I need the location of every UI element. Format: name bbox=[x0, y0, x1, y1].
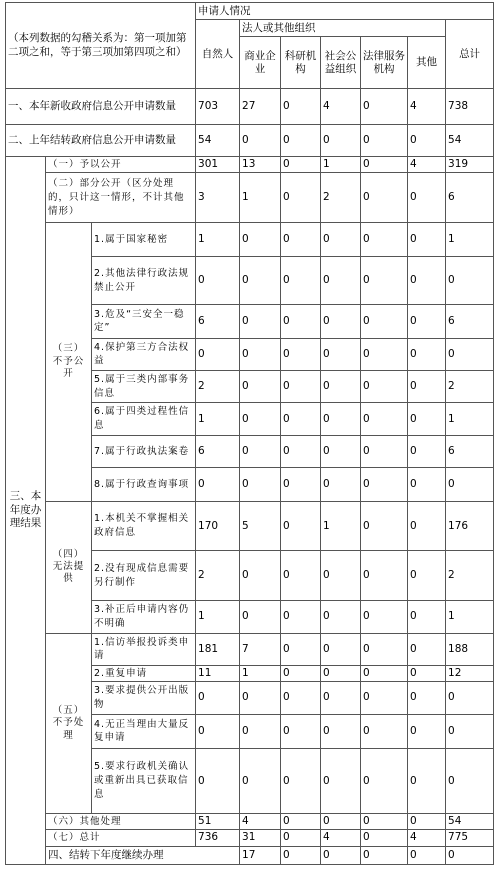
value-cell: 0 bbox=[408, 223, 446, 257]
value-cell: 0 bbox=[281, 435, 321, 467]
value-cell: 0 bbox=[446, 468, 494, 501]
value-cell: 0 bbox=[408, 846, 446, 865]
value-cell: 0 bbox=[361, 305, 408, 338]
value-cell: 738 bbox=[446, 89, 494, 124]
value-cell: 0 bbox=[361, 89, 408, 124]
value-cell: 0 bbox=[196, 257, 240, 305]
col-business: 商业企业 bbox=[240, 37, 281, 89]
value-cell: 0 bbox=[408, 124, 446, 156]
value-cell: 0 bbox=[361, 468, 408, 501]
value-cell: 0 bbox=[281, 749, 321, 814]
value-cell: 0 bbox=[361, 551, 408, 601]
value-cell: 0 bbox=[281, 830, 321, 846]
header-legal-org: 法人或其他组织 bbox=[240, 20, 446, 37]
value-cell: 0 bbox=[240, 338, 281, 370]
header-applicant: 申请人情况 bbox=[196, 3, 494, 20]
value-cell: 0 bbox=[361, 846, 408, 865]
value-cell: 0 bbox=[281, 633, 321, 665]
value-cell: 2 bbox=[321, 173, 361, 223]
value-cell: 0 bbox=[240, 223, 281, 257]
value-cell: 0 bbox=[361, 749, 408, 814]
row-label: 1.属于国家秘密 bbox=[92, 223, 196, 257]
value-cell: 6 bbox=[446, 173, 494, 223]
value-cell: 0 bbox=[361, 601, 408, 633]
value-cell: 703 bbox=[196, 89, 240, 124]
value-cell: 0 bbox=[281, 124, 321, 156]
value-cell: 0 bbox=[321, 468, 361, 501]
row-label: （一）予以公开 bbox=[46, 157, 196, 173]
value-cell: 0 bbox=[321, 846, 361, 865]
value-cell: 0 bbox=[240, 714, 281, 748]
row-label: （二）部分公开（区分处理的，只计这一情形，不计其他情形） bbox=[46, 173, 196, 223]
value-cell: 4 bbox=[408, 89, 446, 124]
value-cell: 6 bbox=[196, 305, 240, 338]
group-3-label: （三）不予公开 bbox=[46, 223, 92, 502]
value-cell: 0 bbox=[361, 501, 408, 551]
value-cell: 54 bbox=[446, 814, 494, 830]
value-cell: 51 bbox=[196, 814, 240, 830]
row-label: 4.保护第三方合法权益 bbox=[92, 338, 196, 370]
value-cell: 0 bbox=[321, 257, 361, 305]
value-cell: 7 bbox=[240, 633, 281, 665]
value-cell: 0 bbox=[281, 814, 321, 830]
value-cell: 0 bbox=[408, 435, 446, 467]
value-cell: 0 bbox=[408, 633, 446, 665]
value-cell: 1 bbox=[240, 666, 281, 682]
value-cell: 0 bbox=[408, 501, 446, 551]
value-cell: 0 bbox=[408, 601, 446, 633]
value-cell: 1 bbox=[321, 501, 361, 551]
value-cell: 0 bbox=[281, 223, 321, 257]
value-cell: 0 bbox=[281, 89, 321, 124]
value-cell: 319 bbox=[446, 157, 494, 173]
header-note: （本列数据的勾稽关系为：第一项加第二项之和，等于第三项加第四项之和） bbox=[6, 3, 196, 89]
value-cell: 1 bbox=[446, 601, 494, 633]
value-cell: 1 bbox=[196, 403, 240, 435]
col-research: 科研机构 bbox=[281, 37, 321, 89]
value-cell: 0 bbox=[240, 257, 281, 305]
value-cell: 0 bbox=[361, 124, 408, 156]
row-label: 6.属于四类过程性信息 bbox=[92, 403, 196, 435]
value-cell: 0 bbox=[408, 666, 446, 682]
group-4-label: （四）无法提供 bbox=[46, 501, 92, 633]
value-cell: 0 bbox=[281, 551, 321, 601]
value-cell: 0 bbox=[361, 257, 408, 305]
value-cell: 1 bbox=[196, 601, 240, 633]
value-cell: 0 bbox=[321, 666, 361, 682]
row-label: 4.无正当理由大量反复申请 bbox=[92, 714, 196, 748]
value-cell: 0 bbox=[281, 257, 321, 305]
value-cell: 1 bbox=[446, 403, 494, 435]
value-cell: 0 bbox=[321, 551, 361, 601]
row-label: （七）总计 bbox=[46, 830, 196, 846]
value-cell: 2 bbox=[446, 551, 494, 601]
row-label: 5.属于三类内部事务信息 bbox=[92, 371, 196, 403]
value-cell: 12 bbox=[446, 666, 494, 682]
value-cell: 0 bbox=[408, 468, 446, 501]
value-cell: 1 bbox=[321, 157, 361, 173]
row-label: 1.信访举报投诉类申请 bbox=[92, 633, 196, 665]
value-cell: 0 bbox=[408, 338, 446, 370]
value-cell: 0 bbox=[408, 173, 446, 223]
value-cell: 0 bbox=[361, 338, 408, 370]
row-label: 7.属于行政执法案卷 bbox=[92, 435, 196, 467]
value-cell: 0 bbox=[281, 468, 321, 501]
value-cell: 4 bbox=[321, 89, 361, 124]
value-cell: 2 bbox=[196, 551, 240, 601]
value-cell: 0 bbox=[408, 714, 446, 748]
value-cell: 0 bbox=[196, 714, 240, 748]
value-cell: 0 bbox=[321, 633, 361, 665]
value-cell: 0 bbox=[321, 305, 361, 338]
value-cell: 181 bbox=[196, 633, 240, 665]
value-cell: 0 bbox=[408, 403, 446, 435]
value-cell: 0 bbox=[240, 371, 281, 403]
value-cell: 0 bbox=[321, 124, 361, 156]
value-cell: 0 bbox=[446, 682, 494, 714]
value-cell: 0 bbox=[321, 714, 361, 748]
value-cell: 176 bbox=[446, 501, 494, 551]
value-cell: 0 bbox=[281, 371, 321, 403]
value-cell: 0 bbox=[361, 371, 408, 403]
value-cell: 11 bbox=[196, 666, 240, 682]
value-cell: 0 bbox=[281, 173, 321, 223]
value-cell: 0 bbox=[196, 682, 240, 714]
value-cell: 0 bbox=[408, 257, 446, 305]
value-cell: 0 bbox=[408, 682, 446, 714]
disclosure-table bbox=[5, 2, 494, 865]
value-cell: 775 bbox=[446, 830, 494, 846]
col-total: 总计 bbox=[446, 20, 494, 89]
value-cell: 0 bbox=[240, 551, 281, 601]
value-cell: 0 bbox=[446, 846, 494, 865]
value-cell: 5 bbox=[240, 501, 281, 551]
section-3-label: 三、本年度办理结果 bbox=[6, 157, 46, 865]
value-cell: 31 bbox=[240, 830, 281, 846]
value-cell: 6 bbox=[446, 305, 494, 338]
value-cell: 1 bbox=[240, 173, 281, 223]
value-cell: 0 bbox=[361, 157, 408, 173]
value-cell: 1 bbox=[446, 223, 494, 257]
row-label: 3.补正后申请内容仍不明确 bbox=[92, 601, 196, 633]
col-other: 其他 bbox=[408, 37, 446, 89]
value-cell: 6 bbox=[446, 435, 494, 467]
value-cell: 54 bbox=[446, 124, 494, 156]
value-cell: 0 bbox=[196, 338, 240, 370]
value-cell: 0 bbox=[361, 403, 408, 435]
value-cell: 0 bbox=[361, 830, 408, 846]
value-cell: 0 bbox=[321, 338, 361, 370]
value-cell: 4 bbox=[321, 830, 361, 846]
value-cell: 0 bbox=[408, 305, 446, 338]
value-cell: 0 bbox=[281, 666, 321, 682]
value-cell: 0 bbox=[240, 403, 281, 435]
value-cell: 0 bbox=[361, 666, 408, 682]
value-cell: 0 bbox=[321, 682, 361, 714]
value-cell: 0 bbox=[281, 403, 321, 435]
value-cell: 0 bbox=[408, 749, 446, 814]
row-label: 3.要求提供公开出版物 bbox=[92, 682, 196, 714]
value-cell: 0 bbox=[321, 223, 361, 257]
value-cell: 0 bbox=[321, 403, 361, 435]
value-cell: 0 bbox=[196, 749, 240, 814]
row-label: 2.重复申请 bbox=[92, 666, 196, 682]
value-cell: 4 bbox=[408, 157, 446, 173]
value-cell: 0 bbox=[321, 814, 361, 830]
row-label: 2.其他法律行政法规禁止公开 bbox=[92, 257, 196, 305]
value-cell: 0 bbox=[281, 714, 321, 748]
value-cell: 0 bbox=[240, 601, 281, 633]
col-natural-person: 自然人 bbox=[196, 20, 240, 89]
row-label: 2.没有现成信息需要另行制作 bbox=[92, 551, 196, 601]
value-cell: 736 bbox=[196, 830, 240, 846]
row-label: 二、上年结转政府信息公开申请数量 bbox=[6, 124, 196, 156]
value-cell: 13 bbox=[240, 157, 281, 173]
value-cell: 0 bbox=[240, 435, 281, 467]
value-cell: 0 bbox=[240, 749, 281, 814]
value-cell: 0 bbox=[446, 749, 494, 814]
value-cell: 1 bbox=[196, 223, 240, 257]
row-label: 四、结转下年度继续办理 bbox=[46, 846, 240, 865]
value-cell: 0 bbox=[321, 601, 361, 633]
value-cell: 0 bbox=[321, 435, 361, 467]
value-cell: 0 bbox=[281, 501, 321, 551]
value-cell: 2 bbox=[446, 371, 494, 403]
value-cell: 0 bbox=[321, 749, 361, 814]
value-cell: 0 bbox=[240, 682, 281, 714]
row-label: （六）其他处理 bbox=[46, 814, 196, 830]
value-cell: 0 bbox=[446, 257, 494, 305]
value-cell: 0 bbox=[361, 223, 408, 257]
row-label: 一、本年新收政府信息公开申请数量 bbox=[6, 89, 196, 124]
value-cell: 0 bbox=[361, 633, 408, 665]
value-cell: 0 bbox=[446, 714, 494, 748]
value-cell: 0 bbox=[281, 846, 321, 865]
value-cell: 0 bbox=[240, 124, 281, 156]
value-cell: 6 bbox=[196, 435, 240, 467]
value-cell: 0 bbox=[408, 371, 446, 403]
value-cell: 2 bbox=[196, 371, 240, 403]
value-cell: 0 bbox=[408, 551, 446, 601]
value-cell: 17 bbox=[240, 846, 281, 865]
value-cell: 0 bbox=[281, 682, 321, 714]
value-cell: 0 bbox=[361, 173, 408, 223]
value-cell: 0 bbox=[281, 157, 321, 173]
value-cell: 4 bbox=[240, 814, 281, 830]
value-cell: 301 bbox=[196, 157, 240, 173]
value-cell: 188 bbox=[446, 633, 494, 665]
value-cell: 3 bbox=[196, 173, 240, 223]
value-cell: 0 bbox=[281, 601, 321, 633]
row-label: 8.属于行政查询事项 bbox=[92, 468, 196, 501]
value-cell: 0 bbox=[408, 814, 446, 830]
value-cell: 0 bbox=[281, 305, 321, 338]
value-cell: 0 bbox=[281, 338, 321, 370]
value-cell: 0 bbox=[196, 468, 240, 501]
row-label: 5.要求行政机关确认或重新出具已获取信息 bbox=[92, 749, 196, 814]
col-public-welfare: 社会公益组织 bbox=[321, 37, 361, 89]
value-cell: 0 bbox=[361, 435, 408, 467]
row-label: 1.本机关不掌握相关政府信息 bbox=[92, 501, 196, 551]
value-cell: 0 bbox=[361, 682, 408, 714]
col-legal-service: 法律服务机构 bbox=[361, 37, 408, 89]
value-cell: 27 bbox=[240, 89, 281, 124]
value-cell: 0 bbox=[240, 468, 281, 501]
value-cell: 0 bbox=[240, 305, 281, 338]
value-cell: 0 bbox=[321, 371, 361, 403]
value-cell: 4 bbox=[408, 830, 446, 846]
value-cell: 0 bbox=[361, 814, 408, 830]
group-5-label: （五）不予处理 bbox=[46, 633, 92, 813]
value-cell: 54 bbox=[196, 124, 240, 156]
value-cell: 0 bbox=[446, 338, 494, 370]
value-cell: 170 bbox=[196, 501, 240, 551]
value-cell: 0 bbox=[361, 714, 408, 748]
row-label: 3.危及“三安全一稳定” bbox=[92, 305, 196, 338]
